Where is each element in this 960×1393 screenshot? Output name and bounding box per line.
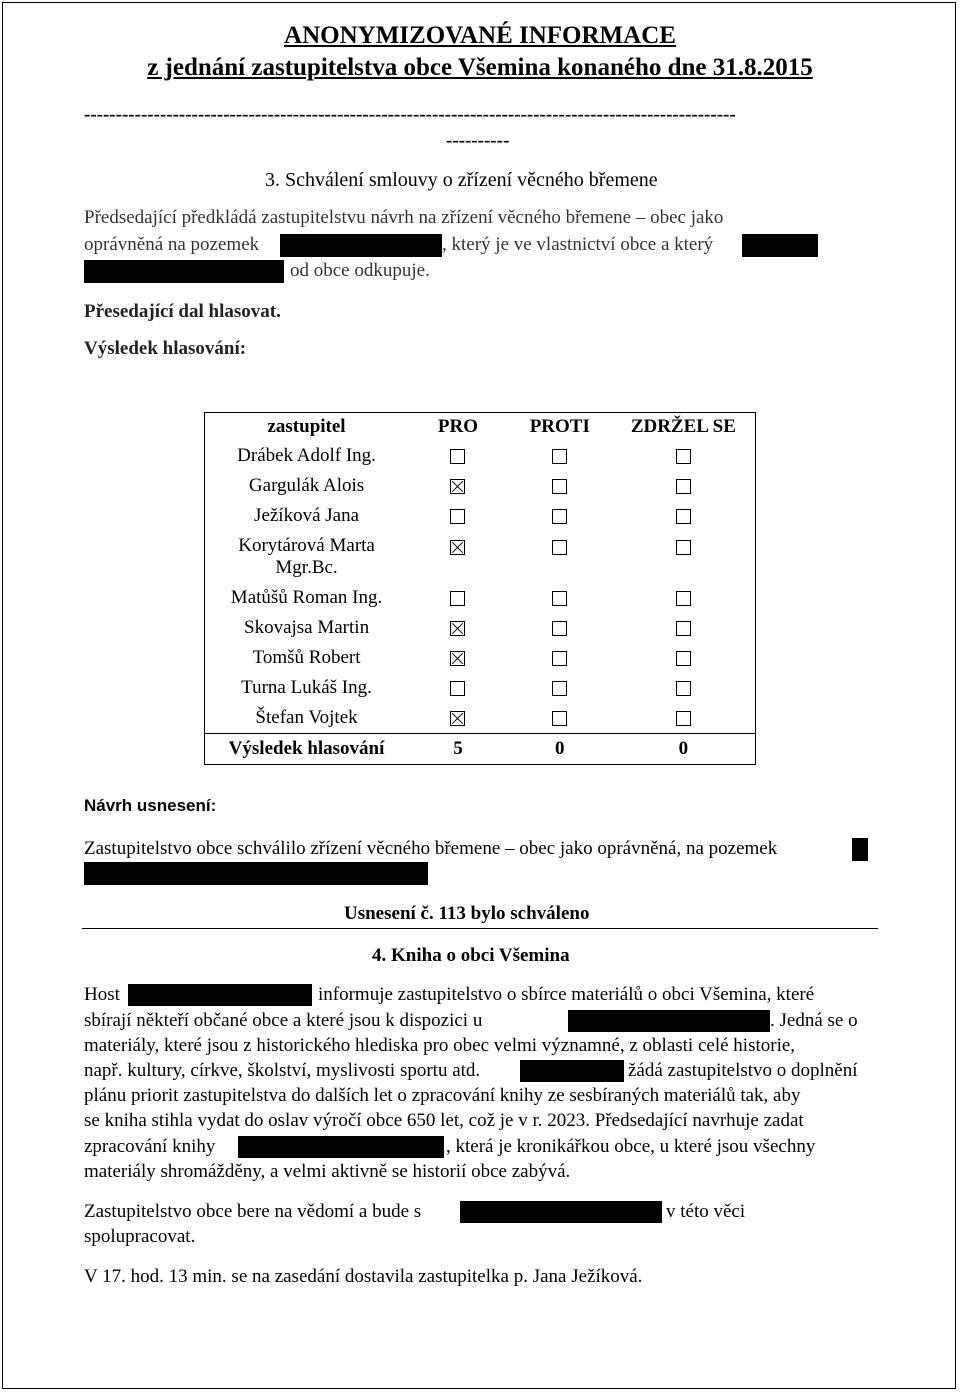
empty-box-icon	[552, 681, 567, 696]
item4-p2-l1b: v této věci	[666, 1201, 746, 1222]
item4-p1-l3: materiály, které jsou z historického hlediska pro obec velmi významné, z oblasti celé historie,	[84, 1035, 796, 1056]
empty-box-icon	[552, 651, 567, 666]
vote-call: Přesedající dal hlasovat.	[84, 301, 281, 322]
document-title: ANONYMIZOVANÉ INFORMACE	[284, 22, 676, 49]
councillor-name-text: Drábek Adolf Ing.	[237, 445, 376, 466]
vote-cell-zdrzel	[612, 703, 756, 734]
councillor-name-text: Ježíková Jana	[254, 505, 360, 526]
vote-row	[205, 673, 756, 703]
vote-cell-zdrzel	[612, 531, 756, 583]
checked-box-icon	[450, 540, 465, 555]
section-divider	[82, 928, 878, 929]
item3-heading: 3. Schválení smlouvy o zřízení věcného břemene	[265, 169, 658, 191]
resolution-text: Zastupitelstvo obce schválilo zřízení věcného břemene – obec jako oprávněná, na pozemek	[84, 838, 778, 859]
councillor-name	[205, 613, 409, 643]
vote-total-row	[205, 734, 756, 765]
vote-cell-pro	[408, 673, 508, 703]
separator-line-end: ----------	[446, 130, 510, 151]
redaction-block	[520, 1060, 624, 1082]
vote-cell-proti	[508, 531, 612, 583]
redaction-block	[460, 1201, 662, 1223]
vote-cell-proti	[508, 583, 612, 613]
header-zdrzel: ZDRŽEL SE	[630, 416, 736, 437]
councillor-name-text: Štefan Vojtek	[255, 707, 358, 728]
item4-p2-l1a: Zastupitelstvo obce bere na vědomí a bude s	[84, 1201, 422, 1222]
vote-cell-pro	[408, 583, 508, 613]
item3-para-line2b: , který je ve vlastnictví obce a který	[442, 234, 714, 255]
councillor-name	[205, 673, 409, 703]
empty-box-icon	[552, 540, 567, 555]
item3-para-line3: od obce odkupuje.	[290, 260, 430, 281]
checked-box-icon	[450, 479, 465, 494]
vote-cell-proti	[508, 441, 612, 471]
redaction-block	[280, 234, 442, 257]
empty-box-icon	[676, 540, 691, 555]
item4-p1-l7b: , která je kronikářkou obce, u které jsou všechny	[446, 1136, 816, 1157]
vote-cell-zdrzel	[612, 501, 756, 531]
resolution-label: Návrh usnesení:	[84, 796, 217, 815]
item4-p1-l4b: žádá zastupitelstvo o doplnění	[628, 1060, 858, 1081]
councillor-name-text: Turna Lukáš Ing.	[241, 677, 372, 698]
vote-cell-proti	[508, 613, 612, 643]
vote-row	[205, 583, 756, 613]
councillor-name	[205, 531, 409, 583]
item4-p1-l2b: . Jedná se o	[770, 1010, 858, 1031]
empty-box-icon	[552, 621, 567, 636]
vote-total-zdrzel: 0	[678, 738, 689, 759]
vote-row	[205, 703, 756, 734]
councillor-name-text: Gargulák Alois	[248, 475, 365, 496]
item3-para-line2a: oprávněná na pozemek	[84, 234, 260, 255]
councillor-name	[205, 471, 409, 501]
vote-cell-proti	[508, 703, 612, 734]
document-subtitle: z jednání zastupitelstva obce Všemina konaného dne 31.8.2015	[147, 54, 813, 81]
vote-cell-pro	[408, 441, 508, 471]
vote-row	[205, 643, 756, 673]
empty-box-icon	[552, 509, 567, 524]
item4-p1-l1b: informuje zastupitelstvo o sbírce materiálů o obci Všemina, které	[318, 984, 815, 1005]
empty-box-icon	[552, 711, 567, 726]
vote-cell-zdrzel	[612, 583, 756, 613]
item4-p1-l1a: Host	[84, 984, 120, 1005]
empty-box-icon	[450, 591, 465, 606]
checked-box-icon	[450, 711, 465, 726]
empty-box-icon	[552, 591, 567, 606]
vote-row	[205, 441, 756, 471]
header-proti: PROTI	[529, 416, 590, 437]
vote-total-label: Výsledek hlasování	[228, 738, 385, 759]
empty-box-icon	[552, 479, 567, 494]
vote-cell-pro	[408, 531, 508, 583]
vote-row	[205, 531, 756, 583]
empty-box-icon	[552, 449, 567, 464]
vote-cell-zdrzel	[612, 471, 756, 501]
vote-cell-pro	[408, 471, 508, 501]
item4-heading: 4. Kniha o obci Všemina	[372, 945, 570, 966]
vote-cell-proti	[508, 471, 612, 501]
empty-box-icon	[676, 591, 691, 606]
header-zastupitel: zastupitel	[267, 416, 346, 437]
item4-p2-l2: spolupracovat.	[84, 1226, 196, 1247]
councillor-name	[205, 643, 409, 673]
councillor-name	[205, 441, 409, 471]
redaction-block	[84, 260, 284, 283]
vote-cell-pro	[408, 501, 508, 531]
empty-box-icon	[676, 621, 691, 636]
vote-cell-proti	[508, 643, 612, 673]
vote-cell-pro	[408, 613, 508, 643]
redaction-block	[742, 234, 818, 257]
councillor-name-text: Tomšů Robert	[252, 647, 361, 668]
vote-cell-proti	[508, 501, 612, 531]
resolution-approved: Usnesení č. 113 bylo schváleno	[344, 903, 590, 924]
vote-cell-zdrzel	[612, 441, 756, 471]
councillor-name	[205, 703, 409, 734]
checked-box-icon	[450, 651, 465, 666]
redaction-block	[84, 862, 428, 885]
councillor-name-text: Korytárová Marta	[238, 535, 375, 556]
item4-p1-l4a: např. kultury, církve, školství, myslivosti sportu atd.	[84, 1060, 481, 1081]
item3-para-line1: Předsedající předkládá zastupitelstvu návrh na zřízení věcného břemene – obec jako	[84, 207, 724, 228]
redaction-block	[568, 1010, 770, 1032]
vote-cell-zdrzel	[612, 643, 756, 673]
vote-total-pro: 5	[453, 738, 463, 759]
vote-row	[205, 471, 756, 501]
vote-cell-zdrzel	[612, 613, 756, 643]
vote-total-proti: 0	[555, 738, 565, 759]
vote-cell-pro	[408, 703, 508, 734]
empty-box-icon	[450, 509, 465, 524]
empty-box-icon	[676, 509, 691, 524]
councillor-title-text: Mgr.Bc.	[275, 557, 338, 578]
vote-row	[205, 613, 756, 643]
vote-table	[204, 412, 756, 765]
vote-row	[205, 501, 756, 531]
empty-box-icon	[676, 651, 691, 666]
empty-box-icon	[676, 681, 691, 696]
councillor-name	[205, 501, 409, 531]
redaction-block	[852, 838, 868, 861]
item4-p3: V 17. hod. 13 min. se na zasedání dostavila zastupitelka p. Jana Ježíková.	[84, 1266, 643, 1287]
item4-p1-l6: se kniha stihla vydat do oslav výročí obce 650 let, což je v r. 2023. Předsedající navrhuje zadat	[84, 1110, 804, 1131]
checked-box-icon	[450, 621, 465, 636]
vote-result-label: Výsledek hlasování:	[84, 338, 247, 359]
item4-p1-l2a: sbírají někteří občané obce a které jsou k dispozici u	[84, 1010, 483, 1031]
vote-table-header	[205, 413, 756, 442]
vote-cell-pro	[408, 643, 508, 673]
item4-p1-l8: materiály shromážděny, a velmi aktivně se historií obce zabývá.	[84, 1161, 571, 1182]
separator-line: -------------------------------------------------------------------------------------------------------	[84, 104, 736, 125]
empty-box-icon	[676, 711, 691, 726]
councillor-name	[205, 583, 409, 613]
item4-p1-l7a: zpracování knihy	[84, 1136, 216, 1157]
redaction-block	[128, 984, 312, 1006]
councillor-name-text: Skovajsa Martin	[244, 617, 370, 638]
redaction-block	[238, 1136, 444, 1158]
councillor-name-text: Matůšů Roman Ing.	[230, 587, 383, 608]
empty-box-icon	[450, 681, 465, 696]
vote-cell-proti	[508, 673, 612, 703]
item4-p1-l5: plánu priorit zastupitelstva do dalších let o zpracování knihy ze sesbíraných materiálů tak, aby	[84, 1085, 801, 1106]
header-pro: PRO	[437, 416, 479, 437]
empty-box-icon	[676, 449, 691, 464]
empty-box-icon	[676, 479, 691, 494]
vote-cell-zdrzel	[612, 673, 756, 703]
empty-box-icon	[450, 449, 465, 464]
